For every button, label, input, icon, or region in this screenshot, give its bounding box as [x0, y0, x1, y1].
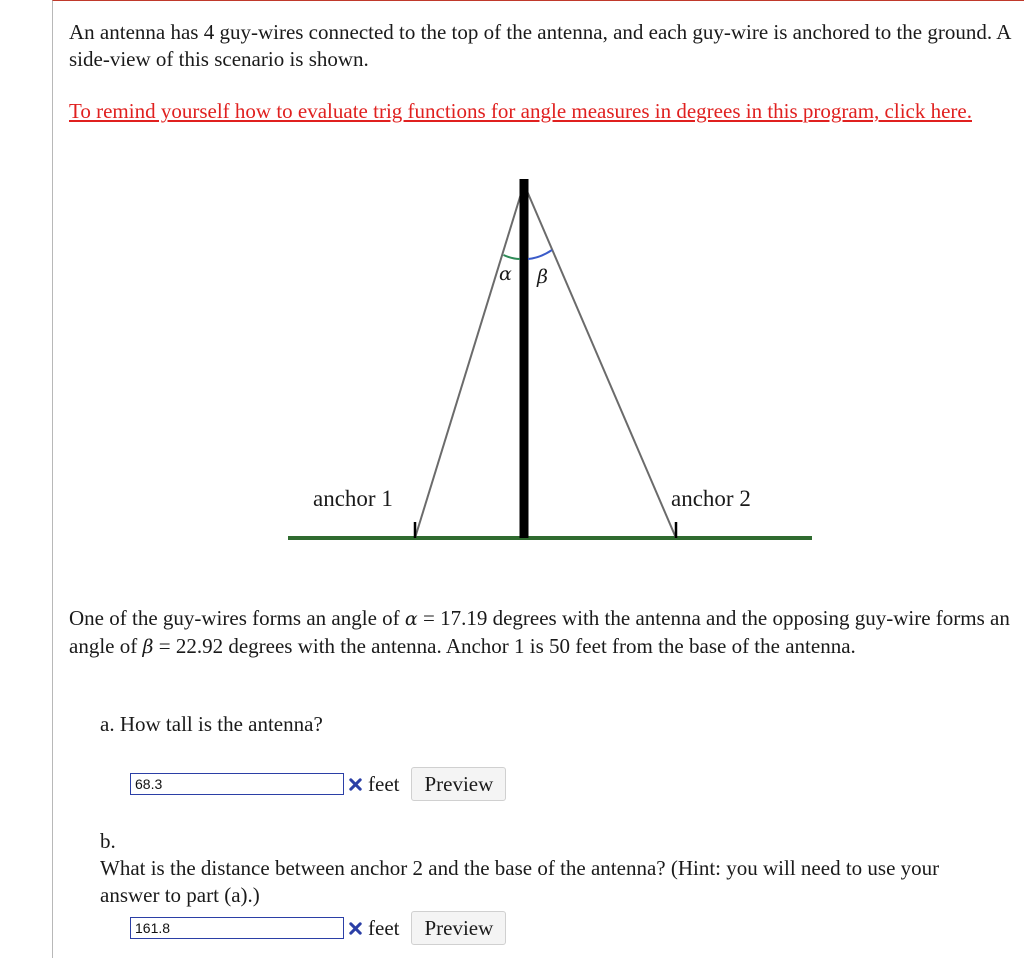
- question-b-label: b.: [100, 829, 116, 853]
- question-b-text: What is the distance between anchor 2 and the base of the antenna? (Hint: you will need to use your answer to part (a).): [100, 856, 940, 907]
- alpha-value: 17.19: [440, 606, 488, 630]
- beta-label: β: [537, 266, 548, 288]
- alpha-symbol: α: [404, 608, 418, 630]
- question-b: [100, 828, 1000, 909]
- guy-wire-2: [524, 184, 676, 538]
- unit-label-b: feet: [368, 915, 400, 940]
- anchor-2-label: anchor 2: [671, 486, 751, 511]
- beta-arc: [528, 250, 552, 259]
- question-a: [100, 711, 1000, 738]
- equals-2: =: [153, 634, 176, 658]
- beta-value: 22.92: [175, 634, 224, 658]
- alpha-label: α: [499, 263, 512, 285]
- problem-text-2: degrees with the antenna and the opposing guy-wire forms an angle of: [69, 606, 1010, 658]
- problem-text-3: degrees with the antenna. Anchor 1 is 50 feet from the base of the antenna.: [223, 634, 856, 658]
- answer-row-a: [130, 767, 506, 801]
- antenna-diagram: [280, 170, 820, 560]
- answer-input-b[interactable]: [130, 917, 344, 939]
- incorrect-x-icon: [348, 777, 363, 792]
- question-a-text: How tall is the antenna?: [119, 712, 323, 736]
- anchor-1-label: anchor 1: [313, 486, 393, 511]
- guy-wire-1: [415, 184, 524, 538]
- beta-symbol: β: [142, 636, 154, 658]
- equals-1: =: [417, 606, 441, 630]
- preview-button-b[interactable]: Preview: [411, 911, 506, 945]
- trig-reminder-link[interactable]: To remind yourself how to evaluate trig functions for angle measures in degrees in this program, click here.: [69, 99, 972, 123]
- question-a-label: a.: [100, 712, 115, 736]
- problem-statement: [69, 605, 1019, 661]
- preview-button-a[interactable]: Preview: [411, 767, 506, 801]
- intro-text: An antenna has 4 guy-wires connected to the top of the antenna, and each guy-wire is anchored to the ground. A side-view of this scenario is shown.: [69, 20, 1011, 71]
- answer-row-b: [130, 911, 506, 945]
- answer-input-a[interactable]: [130, 773, 344, 795]
- alpha-arc: [504, 255, 521, 259]
- incorrect-x-icon: [348, 921, 363, 936]
- problem-text-1: One of the guy-wires forms an angle of: [69, 606, 405, 630]
- unit-label-a: feet: [368, 771, 400, 796]
